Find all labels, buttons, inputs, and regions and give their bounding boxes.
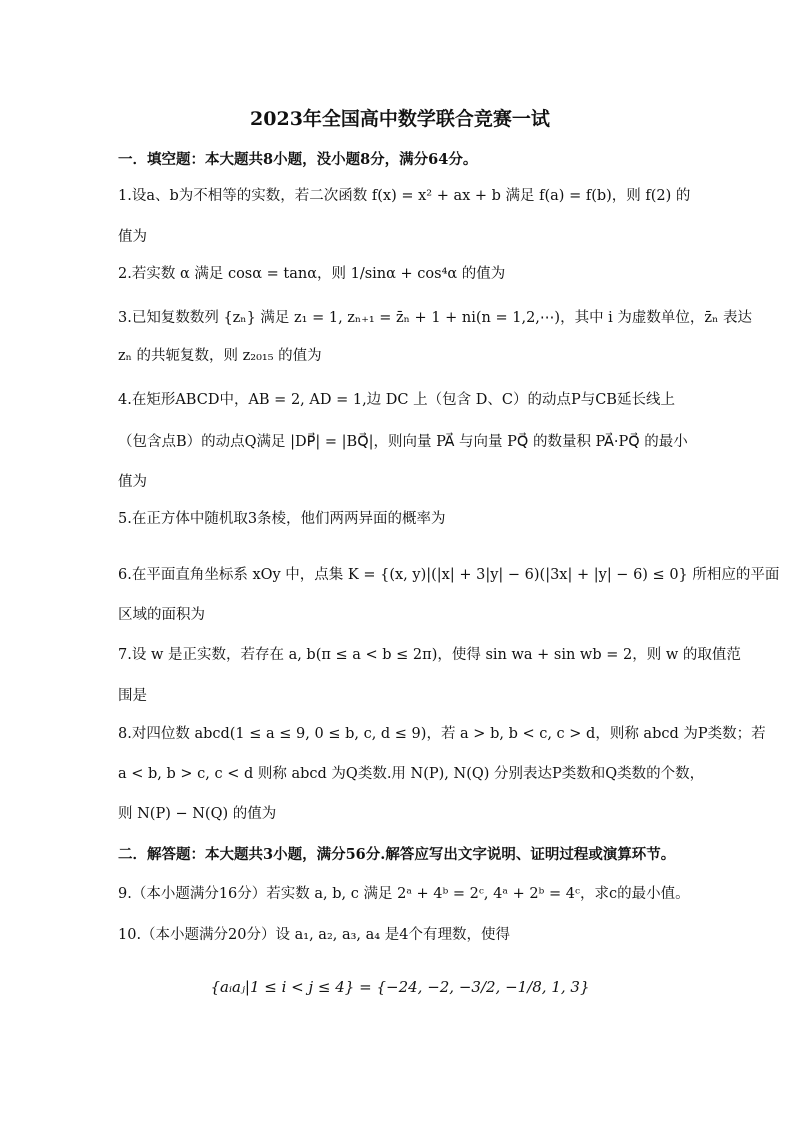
question-1-line-2: 值为 (118, 229, 147, 245)
question-6-line-2: 区域的面积为 (118, 607, 205, 623)
question-4-line-3: 值为 (118, 474, 147, 490)
question-4-line-1: 4.在矩形ABCD中，AB = 2, AD = 1,边 DC 上（包含 D、C）的动点P与CB延长线上 (118, 392, 675, 408)
question-2-line-1: 2.若实数 α 满足 cosα = tanα，则 1/sinα + cos⁴α 的值为 (118, 266, 506, 282)
question-8-line-1: 8.对四位数 abcd(1 ≤ a ≤ 9, 0 ≤ b, c, d ≤ 9)，若 a > b, b < c, c > d，则称 abcd 为P类数；若 (118, 726, 766, 742)
question-3-line-1: 3.已知复数数列 {zₙ} 满足 z₁ = 1, zₙ₊₁ = z̄ₙ + 1 + ni(n = 1,2,⋯)，其中 i 为虚数单位，z̄ₙ 表达 (118, 310, 752, 326)
question-6-line-1: 6.在平面直角坐标系 xOy 中，点集 K = {(x, y)|(|x| + 3|y| − 6)(|3x| + |y| − 6) ≤ 0} 所相应的平面 (118, 567, 780, 583)
question-8-line-3: 则 N(P) − N(Q) 的值为 (118, 806, 277, 822)
section-1-heading: 一．填空题：本大题共8小题，没小题8分，满分64分。 (118, 151, 478, 168)
section-2-heading: 二．解答题：本大题共3小题，满分56分.解答应写出文字说明、证明过程或演算环节。 (118, 846, 676, 863)
question-7-line-2: 围是 (118, 688, 147, 704)
question-10-formula: {aᵢaⱼ|1 ≤ i < j ≤ 4} = {−24, −2, −3/2, −1/8, 1, 3} (210, 978, 590, 996)
question-5-line-1: 5.在正方体中随机取3条棱，他们两两异面的概率为 (118, 511, 446, 527)
question-7-line-1: 7.设 w 是正实数，若存在 a, b(π ≤ a < b ≤ 2π)，使得 sin wa + sin wb = 2，则 w 的取值范 (118, 647, 741, 663)
question-9-line-1: 9.（本小题满分16分）若实数 a, b, c 满足 2ᵃ + 4ᵇ = 2ᶜ, 4ᵃ + 2ᵇ = 4ᶜ，求c的最小值。 (118, 886, 690, 902)
question-3-line-2: zₙ 的共轭复数，则 z₂₀₁₅ 的值为 (118, 348, 322, 364)
exam-title: 2023年全国高中数学联合竞赛一试 (250, 108, 550, 130)
question-1-line-1: 1.设a、b为不相等的实数，若二次函数 f(x) = x² + ax + b 满足 f(a) = f(b)，则 f(2) 的 (118, 188, 691, 204)
question-10-line-1: 10.（本小题满分20分）设 a₁, a₂, a₃, a₄ 是4个有理数，使得 (118, 927, 510, 943)
question-4-line-2: （包含点B）的动点Q满足 |DP⃗| = |BQ⃗|，则向量 PA⃗ 与向量 PQ⃗ 的数量积 PA⃗·PQ⃗ 的最小 (118, 434, 688, 450)
question-8-line-2: a < b, b > c, c < d 则称 abcd 为Q类数.用 N(P), N(Q) 分别表达P类数和Q类数的个数， (118, 766, 705, 782)
